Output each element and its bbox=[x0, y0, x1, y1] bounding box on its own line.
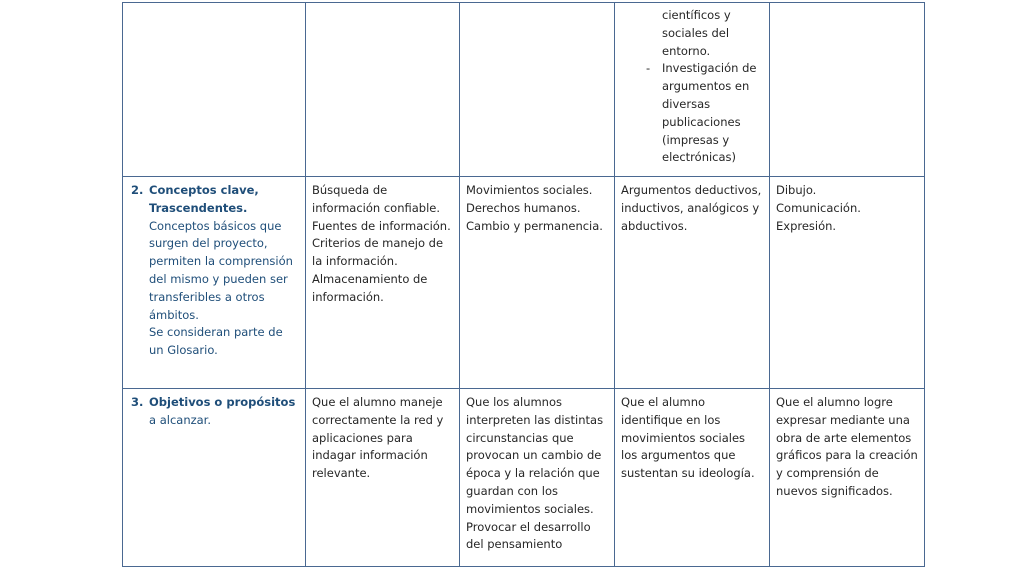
cell-text: Que el alumno maneje correctamente la red y aplicaciones para indagar información relevante. bbox=[312, 395, 444, 481]
cell-text: Derechos humanos. bbox=[466, 200, 581, 215]
cell-text: Comunicación. bbox=[776, 200, 861, 215]
list-item-text: científicos y sociales del entorno. bbox=[662, 8, 731, 58]
row-description: Conceptos básicos que surgen del proyecto, permiten la comprensión del mismo y pueden ser transferibles a otros ámbitos. bbox=[149, 218, 293, 322]
list-item bbox=[621, 7, 763, 60]
row-header-cell bbox=[123, 177, 306, 389]
row-title: a alcanzar. bbox=[149, 412, 212, 427]
table-cell bbox=[770, 389, 925, 567]
row-number: 2. bbox=[131, 183, 144, 197]
table-cell bbox=[306, 3, 460, 177]
cell-text: Que los alumnos interpreten las distintas circunstancias que provocan un cambio de época y la relación que guardan con los movimientos sociales. Provocar el desarrollo del pensamiento bbox=[466, 395, 604, 552]
row-number: 3. bbox=[131, 395, 144, 409]
cell-text: Almacenamiento de información. bbox=[312, 271, 428, 304]
table-cell bbox=[615, 389, 770, 567]
table-cell bbox=[123, 3, 306, 177]
row-title: Conceptos clave, bbox=[149, 183, 259, 197]
table-cell bbox=[615, 3, 770, 177]
list-item bbox=[621, 60, 763, 167]
cell-text: Movimientos sociales. bbox=[466, 183, 593, 197]
table-cell bbox=[770, 3, 925, 177]
cell-text: Criterios de manejo de la información. bbox=[312, 236, 444, 269]
curriculum-table bbox=[122, 2, 925, 567]
table-cell bbox=[770, 177, 925, 389]
cell-text: Que el alumno identifique en los movimientos sociales los argumentos que sustentan su ideología. bbox=[621, 395, 755, 481]
row-header-cell bbox=[123, 389, 306, 567]
bullet-list bbox=[621, 7, 763, 167]
table-cell bbox=[306, 389, 460, 567]
cell-text: Cambio y permanencia. bbox=[466, 218, 603, 233]
table-row bbox=[123, 389, 925, 567]
table-row bbox=[123, 3, 925, 177]
cell-text: Dibujo. bbox=[776, 183, 817, 197]
cell-text: Expresión. bbox=[776, 218, 837, 233]
row-description: Se consideran parte de un Glosario. bbox=[149, 325, 283, 358]
table-cell bbox=[615, 177, 770, 389]
cell-text: Búsqueda de información confiable. bbox=[312, 183, 441, 215]
cell-text: Argumentos deductivos, inductivos, analógicos y abductivos. bbox=[621, 183, 762, 233]
cell-text: Que el alumno logre expresar mediante una obra de arte elementos gráficos para la creación y comprensión de nuevos significados. bbox=[776, 395, 918, 498]
row-title: Trascendentes. bbox=[149, 200, 248, 215]
table-cell bbox=[460, 3, 615, 177]
row-title: Objetivos o propósitos bbox=[149, 395, 296, 409]
list-item-text: Investigación de argumentos en diversas publicaciones (impresas y electrónicas) bbox=[662, 61, 757, 165]
table-cell bbox=[460, 389, 615, 567]
table-row bbox=[123, 177, 925, 389]
dash-bullet-icon: - bbox=[646, 61, 651, 76]
cell-text: Fuentes de información. bbox=[312, 218, 451, 233]
table-cell bbox=[306, 177, 460, 389]
table-cell bbox=[460, 177, 615, 389]
